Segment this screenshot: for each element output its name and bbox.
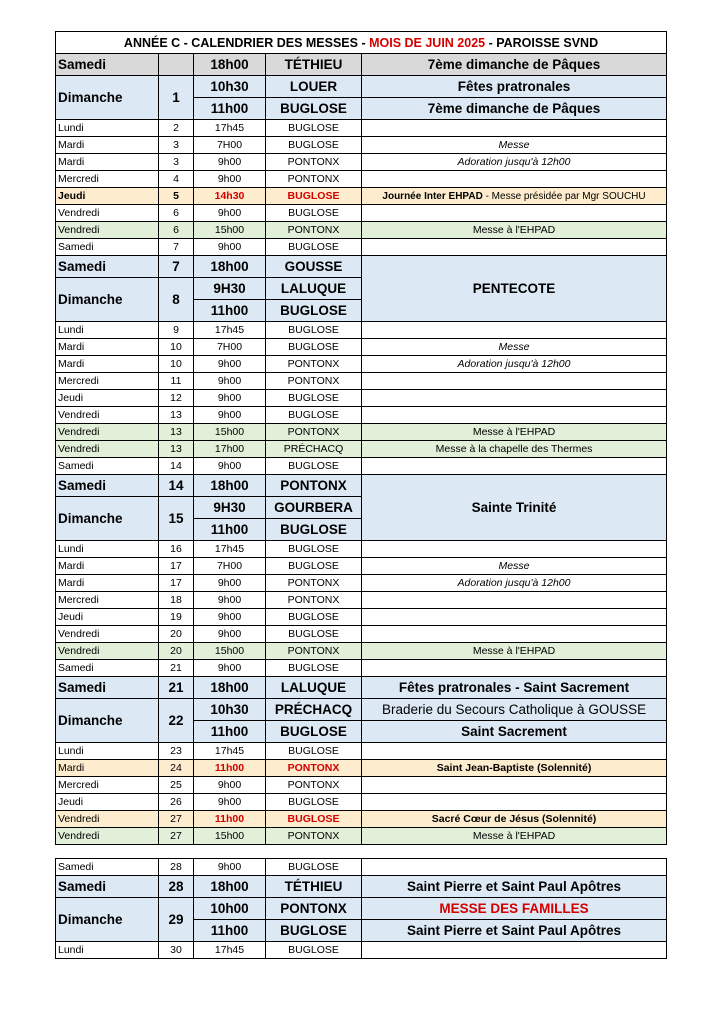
table-row (56, 626, 667, 643)
row-place: PONTONX (266, 643, 362, 660)
row-place: BUGLOSE (266, 407, 362, 424)
row-note: Adoration jusqu'à 12h00 (362, 356, 667, 373)
row-date: 6 (159, 205, 194, 222)
row-note: Sainte Trinité (362, 475, 667, 541)
table-row (56, 171, 667, 188)
row-date: 14 (159, 475, 194, 497)
row-day: Samedi (56, 239, 159, 256)
table-row (56, 390, 667, 407)
row-place: PONTONX (266, 356, 362, 373)
table-row (56, 541, 667, 558)
row-note: Messe à la chapelle des Thermes (362, 441, 667, 458)
row-time: 7H00 (194, 137, 266, 154)
row-day: Mercredi (56, 171, 159, 188)
row-time: 17h00 (194, 441, 266, 458)
row-time: 9H30 (194, 497, 266, 519)
row-note: Messe (362, 137, 667, 154)
title-month: MOIS DE JUIN 2025 (369, 35, 486, 50)
title-parish: - PAROISSE SVND (485, 35, 599, 50)
row-date: 10 (159, 339, 194, 356)
row-day: Samedi (56, 859, 159, 876)
row-place: BUGLOSE (266, 558, 362, 575)
row-date: 10 (159, 356, 194, 373)
table-row (56, 942, 667, 959)
row-place: LALUQUE (266, 278, 362, 300)
table-row (56, 760, 667, 777)
row-place: BUGLOSE (266, 390, 362, 407)
row-place: PRÉCHACQ (266, 441, 362, 458)
row-time: 9h00 (194, 794, 266, 811)
table-row (56, 373, 667, 390)
row-note (362, 322, 667, 339)
row-date: 13 (159, 441, 194, 458)
row-note: PENTECOTE (362, 256, 667, 322)
row-note (362, 660, 667, 677)
row-place: PONTONX (266, 424, 362, 441)
row-day: Vendredi (56, 441, 159, 458)
row-place: BUGLOSE (266, 942, 362, 959)
table-row (56, 794, 667, 811)
row-place: PONTONX (266, 777, 362, 794)
row-note: Messe à l'EHPAD (362, 643, 667, 660)
row-day: Dimanche (56, 76, 159, 120)
row-day: Samedi (56, 876, 159, 898)
row-date: 19 (159, 609, 194, 626)
row-day: Jeudi (56, 188, 159, 205)
row-note: 7ème dimanche de Pâques (362, 54, 667, 76)
row-date: 8 (159, 278, 194, 322)
row-date: 2 (159, 120, 194, 137)
row-place: TÉTHIEU (266, 876, 362, 898)
row-day: Samedi (56, 54, 159, 76)
row-place: BUGLOSE (266, 239, 362, 256)
row-date: 9 (159, 322, 194, 339)
calendar-table-main (55, 31, 667, 845)
row-time: 18h00 (194, 54, 266, 76)
table-row (56, 76, 667, 98)
table-row (56, 475, 667, 497)
row-note (362, 592, 667, 609)
row-note (362, 743, 667, 760)
row-day: Lundi (56, 120, 159, 137)
row-day: Mercredi (56, 592, 159, 609)
row-place: BUGLOSE (266, 120, 362, 137)
row-note: Messe à l'EHPAD (362, 222, 667, 239)
row-day: Vendredi (56, 407, 159, 424)
row-place: GOUSSE (266, 256, 362, 278)
row-date: 22 (159, 699, 194, 743)
row-day: Mercredi (56, 373, 159, 390)
row-time: 18h00 (194, 256, 266, 278)
row-time: 17h45 (194, 541, 266, 558)
row-day: Vendredi (56, 828, 159, 845)
row-date: 6 (159, 222, 194, 239)
row-day: Lundi (56, 743, 159, 760)
row-day: Samedi (56, 660, 159, 677)
row-place: BUGLOSE (266, 811, 362, 828)
row-date: 5 (159, 188, 194, 205)
row-day: Vendredi (56, 222, 159, 239)
table-row (56, 660, 667, 677)
table-row (56, 256, 667, 278)
row-time: 17h45 (194, 743, 266, 760)
table-row (56, 188, 667, 205)
row-time: 9h00 (194, 777, 266, 794)
row-day: Samedi (56, 256, 159, 278)
row-date: 28 (159, 859, 194, 876)
row-day: Samedi (56, 475, 159, 497)
row-date: 24 (159, 760, 194, 777)
row-day: Vendredi (56, 643, 159, 660)
table-row (56, 743, 667, 760)
row-place: GOURBERA (266, 497, 362, 519)
row-day: Mardi (56, 575, 159, 592)
row-date: 21 (159, 660, 194, 677)
table-row (56, 205, 667, 222)
row-day: Lundi (56, 541, 159, 558)
table-row (56, 424, 667, 441)
row-date (159, 54, 194, 76)
row-time: 15h00 (194, 828, 266, 845)
table-row (56, 54, 667, 76)
row-day: Samedi (56, 677, 159, 699)
row-note (362, 373, 667, 390)
row-time: 9h00 (194, 154, 266, 171)
table-row (56, 441, 667, 458)
row-time: 17h45 (194, 942, 266, 959)
row-time: 9H30 (194, 278, 266, 300)
row-place: BUGLOSE (266, 137, 362, 154)
table-row (56, 811, 667, 828)
row-day: Mardi (56, 137, 159, 154)
row-time: 18h00 (194, 475, 266, 497)
row-time: 9h00 (194, 458, 266, 475)
row-time: 9h00 (194, 609, 266, 626)
table-row (56, 356, 667, 373)
row-place: BUGLOSE (266, 458, 362, 475)
row-day: Jeudi (56, 794, 159, 811)
row-note-detail: - Messe présidée par Mgr SOUCHU (482, 190, 646, 202)
row-note (362, 859, 667, 876)
row-day: Mardi (56, 339, 159, 356)
row-date: 3 (159, 137, 194, 154)
row-time: 9h00 (194, 390, 266, 407)
row-note: Saint Sacrement (362, 721, 667, 743)
row-place: PONTONX (266, 373, 362, 390)
row-note (362, 458, 667, 475)
table-row (56, 137, 667, 154)
row-note: Messe (362, 558, 667, 575)
row-date: 13 (159, 424, 194, 441)
table-row (56, 339, 667, 356)
row-time: 15h00 (194, 222, 266, 239)
row-date: 4 (159, 171, 194, 188)
row-date: 7 (159, 239, 194, 256)
row-day: Vendredi (56, 626, 159, 643)
row-date: 3 (159, 154, 194, 171)
row-note: Saint Pierre et Saint Paul Apôtres (362, 920, 667, 942)
row-time: 9h00 (194, 205, 266, 222)
table-row (56, 222, 667, 239)
row-place: LALUQUE (266, 677, 362, 699)
row-time: 15h00 (194, 424, 266, 441)
row-time: 9h00 (194, 407, 266, 424)
row-place: BUGLOSE (266, 541, 362, 558)
table-row (56, 154, 667, 171)
row-date: 13 (159, 407, 194, 424)
row-date: 7 (159, 256, 194, 278)
row-place: BUGLOSE (266, 205, 362, 222)
row-place: PONTONX (266, 760, 362, 777)
row-time: 14h30 (194, 188, 266, 205)
row-place: BUGLOSE (266, 98, 362, 120)
row-time: 9h00 (194, 171, 266, 188)
row-place: PONTONX (266, 475, 362, 497)
row-time: 18h00 (194, 677, 266, 699)
row-date: 18 (159, 592, 194, 609)
row-time: 9h00 (194, 660, 266, 677)
row-note (362, 626, 667, 643)
row-note: Messe à l'EHPAD (362, 424, 667, 441)
row-note: 7ème dimanche de Pâques (362, 98, 667, 120)
row-note (362, 777, 667, 794)
row-place: PONTONX (266, 575, 362, 592)
row-time: 9h00 (194, 239, 266, 256)
row-date: 17 (159, 558, 194, 575)
row-date: 26 (159, 794, 194, 811)
table-row (56, 777, 667, 794)
row-date: 21 (159, 677, 194, 699)
table-row (56, 575, 667, 592)
table-row (56, 876, 667, 898)
row-date: 29 (159, 898, 194, 942)
row-note: Fêtes pratronales (362, 76, 667, 98)
row-time: 9h00 (194, 575, 266, 592)
row-note (362, 171, 667, 188)
row-day: Jeudi (56, 609, 159, 626)
row-note: Saint Jean-Baptiste (Solennité) (362, 760, 667, 777)
row-note (362, 188, 667, 205)
table-row (56, 458, 667, 475)
table-row (56, 120, 667, 137)
row-place: PRÉCHACQ (266, 699, 362, 721)
row-time: 7H00 (194, 558, 266, 575)
row-time: 11h00 (194, 721, 266, 743)
row-place: BUGLOSE (266, 300, 362, 322)
row-place: BUGLOSE (266, 519, 362, 541)
row-date: 23 (159, 743, 194, 760)
row-place: BUGLOSE (266, 920, 362, 942)
row-time: 9h00 (194, 859, 266, 876)
row-place: PONTONX (266, 222, 362, 239)
row-note: MESSE DES FAMILLES (362, 898, 667, 920)
row-day: Mercredi (56, 777, 159, 794)
row-note: Adoration jusqu'à 12h00 (362, 575, 667, 592)
row-date: 1 (159, 76, 194, 120)
row-date: 30 (159, 942, 194, 959)
row-time: 9h00 (194, 373, 266, 390)
row-time: 7H00 (194, 339, 266, 356)
row-day: Dimanche (56, 278, 159, 322)
table-row (56, 609, 667, 626)
row-date: 14 (159, 458, 194, 475)
row-time: 10h30 (194, 76, 266, 98)
row-place: LOUER (266, 76, 362, 98)
row-note: Adoration jusqu'à 12h00 (362, 154, 667, 171)
table-row (56, 828, 667, 845)
row-date: 25 (159, 777, 194, 794)
table-row (56, 558, 667, 575)
row-place: BUGLOSE (266, 794, 362, 811)
row-note: Saint Pierre et Saint Paul Apôtres (362, 876, 667, 898)
mass-calendar (55, 31, 666, 959)
table-row (56, 322, 667, 339)
row-date: 15 (159, 497, 194, 541)
title-prefix: ANNÉE C - CALENDRIER DES MESSES - (123, 35, 370, 50)
table-row (56, 699, 667, 721)
row-place: PONTONX (266, 828, 362, 845)
row-place: BUGLOSE (266, 859, 362, 876)
row-time: 11h00 (194, 811, 266, 828)
row-time: 11h00 (194, 920, 266, 942)
row-time: 17h45 (194, 120, 266, 137)
table-row (56, 859, 667, 876)
row-day: Samedi (56, 458, 159, 475)
row-note: Braderie du Secours Catholique à GOUSSE (362, 699, 667, 721)
table-row (56, 677, 667, 699)
table-row (56, 643, 667, 660)
row-place: PONTONX (266, 171, 362, 188)
table-gap (55, 845, 666, 858)
row-time: 10h00 (194, 898, 266, 920)
row-place: BUGLOSE (266, 626, 362, 643)
calendar-title (56, 32, 667, 54)
row-date: 28 (159, 876, 194, 898)
row-day: Vendredi (56, 811, 159, 828)
row-note: Sacré Cœur de Jésus (Solennité) (362, 811, 667, 828)
row-place: BUGLOSE (266, 609, 362, 626)
row-note: Messe à l'EHPAD (362, 828, 667, 845)
title-row (56, 32, 667, 54)
row-note-event: Journée Inter EHPAD (382, 190, 483, 202)
row-note (362, 239, 667, 256)
row-time: 11h00 (194, 519, 266, 541)
row-day: Vendredi (56, 205, 159, 222)
row-time: 18h00 (194, 876, 266, 898)
row-date: 12 (159, 390, 194, 407)
row-note: Messe (362, 339, 667, 356)
row-place: BUGLOSE (266, 721, 362, 743)
row-place: BUGLOSE (266, 743, 362, 760)
row-day: Vendredi (56, 424, 159, 441)
row-day: Dimanche (56, 497, 159, 541)
table-row (56, 898, 667, 920)
row-time: 10h30 (194, 699, 266, 721)
row-place: BUGLOSE (266, 322, 362, 339)
row-day: Mardi (56, 558, 159, 575)
row-place: BUGLOSE (266, 660, 362, 677)
row-place: BUGLOSE (266, 339, 362, 356)
row-note (362, 794, 667, 811)
row-time: 11h00 (194, 98, 266, 120)
row-day: Dimanche (56, 699, 159, 743)
row-day: Mardi (56, 356, 159, 373)
row-place: PONTONX (266, 154, 362, 171)
row-note (362, 942, 667, 959)
row-day: Mardi (56, 760, 159, 777)
table-row (56, 592, 667, 609)
row-time: 9h00 (194, 592, 266, 609)
row-place: BUGLOSE (266, 188, 362, 205)
row-note (362, 541, 667, 558)
table-row (56, 239, 667, 256)
calendar-table-end (55, 858, 667, 959)
row-time: 11h00 (194, 300, 266, 322)
row-date: 16 (159, 541, 194, 558)
row-place: PONTONX (266, 898, 362, 920)
table-row (56, 407, 667, 424)
row-time: 9h00 (194, 356, 266, 373)
row-date: 11 (159, 373, 194, 390)
row-note (362, 609, 667, 626)
row-date: 17 (159, 575, 194, 592)
row-note (362, 407, 667, 424)
row-time: 9h00 (194, 626, 266, 643)
row-note: Fêtes pratronales - Saint Sacrement (362, 677, 667, 699)
row-time: 15h00 (194, 643, 266, 660)
row-date: 20 (159, 626, 194, 643)
row-place: TÉTHIEU (266, 54, 362, 76)
row-place: PONTONX (266, 592, 362, 609)
row-date: 27 (159, 828, 194, 845)
row-day: Lundi (56, 322, 159, 339)
row-note (362, 120, 667, 137)
row-time: 17h45 (194, 322, 266, 339)
row-date: 20 (159, 643, 194, 660)
row-day: Jeudi (56, 390, 159, 407)
row-day: Mardi (56, 154, 159, 171)
row-day: Dimanche (56, 898, 159, 942)
row-time: 11h00 (194, 760, 266, 777)
row-note (362, 205, 667, 222)
row-note (362, 390, 667, 407)
row-date: 27 (159, 811, 194, 828)
row-day: Lundi (56, 942, 159, 959)
